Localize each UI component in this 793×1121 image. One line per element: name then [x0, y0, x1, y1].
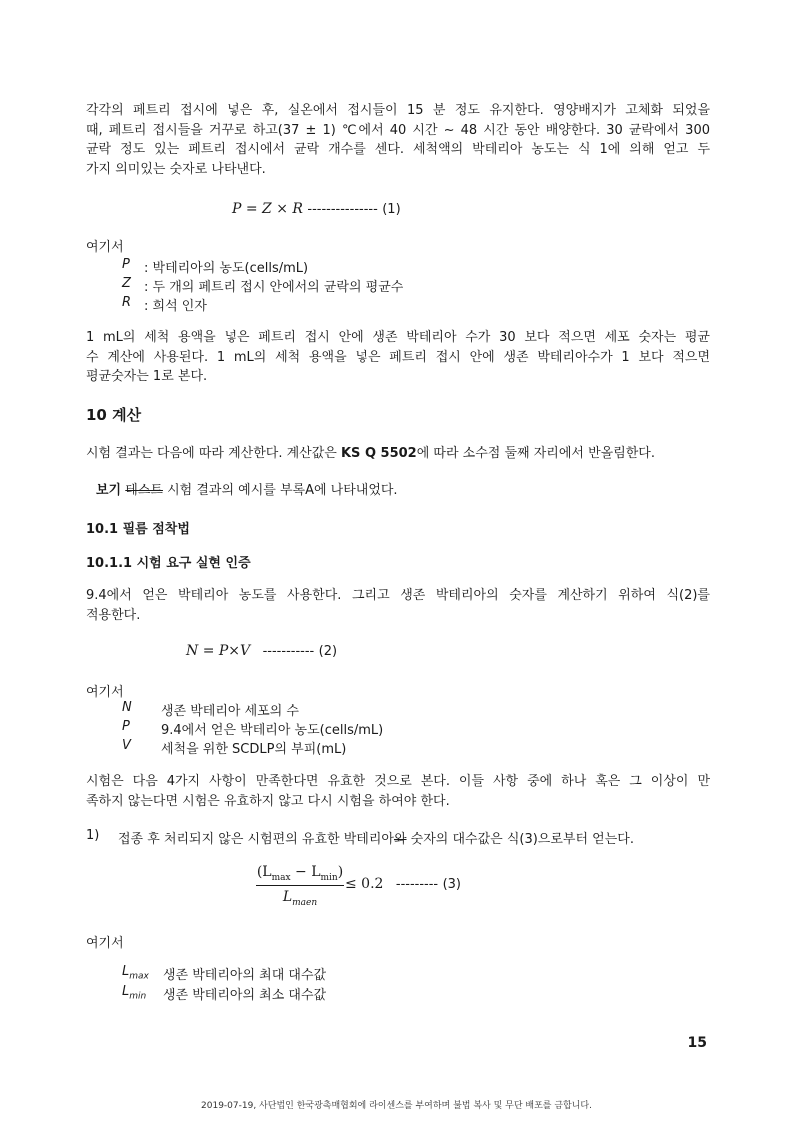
example-note: [96, 481, 720, 501]
paragraph-calculation: [86, 444, 710, 464]
license-footer: 2019-07-19, 사단법인 한국광촉매협회에 라이센스를 부여하며 불법 복사 및 무단 배포를 금합니다.: [201, 1101, 592, 1111]
paragraph-line: 평균숫자는 1로 본다.: [86, 369, 208, 384]
variable-symbol: P: [122, 719, 130, 734]
variable-symbol: N: [122, 700, 132, 715]
variable-description: 9.4에서 얻은 박테리아 농도(cells/mL): [161, 723, 384, 738]
paragraph-text: 에 따라 소수점 둘째 자리에서 반올림한다.: [416, 446, 655, 461]
section-heading-10-1: 10.1 필름 점착법: [86, 522, 190, 537]
formula-2: [186, 643, 337, 659]
formula-1-tag: (1): [382, 202, 401, 217]
example-text: 시험 결과의 예시를 부록A에 나타내었다.: [162, 483, 398, 498]
variable-description: 세척을 위한 SCDLP의 부피(mL): [161, 742, 347, 757]
paragraph-incubation: [86, 101, 710, 179]
subscript-min: min: [320, 872, 338, 883]
variable-description: 생존 박테리아의 최소 대수값: [163, 988, 327, 1003]
formula-3-relation: [345, 876, 461, 892]
variable-description: : 박테리아의 농도(cells/mL): [144, 261, 309, 276]
paragraph-average: [86, 328, 710, 387]
variable-symbol: [122, 964, 149, 982]
numerator-open: (L: [256, 864, 272, 880]
paragraph-line: 균락 정도 있는 페트리 접시에서 균락 개수를 센다. 세척액의 박테리아 농도는 식 1에 의해 얻고 두: [86, 142, 710, 157]
list-item-text: [118, 828, 634, 847]
paragraph-line: 시험은 다음 4가지 사항이 만족한다면 유효한 것으로 본다. 이들 사항 중에 하나 혹은 그 이상이 만: [86, 774, 710, 789]
formula-1-expression: P = Z × R: [232, 201, 303, 217]
where-label: 여기서: [86, 240, 124, 255]
variable-symbol: R: [122, 295, 132, 310]
variable-description: 생존 박테리아 세포의 수: [161, 704, 299, 719]
paragraph-bacteria-count: [86, 586, 710, 625]
paragraph-line: 수 계산에 사용된다. 1 mL의 세척 용액을 넣은 페트리 접시 안에 생존 박테리아수가 1 보다 적으면: [86, 349, 710, 365]
denominator-symbol: L: [282, 889, 293, 905]
paragraph-line: 각각의 페트리 접시에 넣은 후, 실온에서 접시들이 15 분 정도 유지한다. 영양배지가 고체화 되었을: [86, 103, 710, 118]
list-item-number: 1): [86, 828, 100, 843]
variable-symbol: V: [122, 738, 131, 753]
formula-1-dashes: ---------------: [307, 202, 378, 217]
paragraph-line: 족하지 않는다면 시험은 유효하지 않고 다시 시험을 하여야 한다.: [86, 793, 450, 809]
numerator-close: ): [337, 864, 344, 880]
struck-text: 와: [393, 832, 407, 847]
example-label: 보기: [96, 483, 122, 498]
paragraph-validity: [86, 772, 710, 811]
formula-3-tag: (3): [442, 877, 461, 892]
formula-3-inequality: ≤ 0.2: [345, 876, 384, 892]
paragraph-line: 9.4에서 얻은 박테리아 농도를 사용한다. 그리고 생존 박테리아의 숫자를 계산하기 위하여 식(2)를: [86, 588, 710, 603]
struck-text: 테스트: [125, 483, 163, 498]
paragraph-line: 적용한다.: [86, 607, 141, 623]
where-label: 여기서: [86, 685, 124, 700]
formula-2-tag: (2): [318, 644, 338, 659]
formula-2-dashes: -----------: [262, 644, 315, 659]
list-item-text-part: 접종 후 처리되지 않은 시험편의 유효한 박테리아: [118, 832, 394, 847]
variable-description: : 희석 인자: [144, 299, 207, 314]
formula-3-dashes: ---------: [395, 877, 439, 892]
standard-reference: KS Q 5502: [340, 446, 417, 461]
paragraph-text: 시험 결과는 다음에 따라 계산한다. 계산값은: [86, 446, 341, 461]
subscript-max: max: [129, 971, 149, 982]
list-item-text-part: 숫자의 대수값은 식(3)으로부터 얻는다.: [406, 832, 634, 847]
symbol-L: L: [122, 964, 130, 979]
subscript-maen: maen: [292, 897, 318, 908]
fraction-bar: [256, 885, 344, 886]
numerator-minus: − L: [290, 864, 321, 880]
formula-3-numerator: [256, 864, 344, 883]
variable-symbol: Z: [122, 276, 131, 291]
formula-3-denominator: [256, 889, 344, 908]
paragraph-line: 1 mL의 세척 용액을 넣은 페트리 접시 안에 생존 박테리아 수가 30 보다 적으면 세포 숫자는 평균: [86, 330, 710, 345]
formula-2-expression: N = P×V: [186, 643, 251, 659]
where-label: 여기서: [86, 936, 124, 951]
formula-1: [232, 201, 401, 217]
paragraph-line: 때, 페트리 접시들을 거꾸로 하고(37 ± 1) ℃에서 40 시간 ~ 48 시간 동안 배양한다. 30 균락에서 300: [86, 122, 710, 138]
paragraph-line: 가지 의미있는 숫자로 나타낸다.: [86, 161, 266, 177]
subscript-max: max: [271, 872, 291, 883]
variable-description: : 두 개의 페트리 접시 안에서의 균락의 평균수: [144, 280, 404, 295]
variable-description: 생존 박테리아의 최대 대수값: [163, 968, 327, 983]
symbol-L: L: [122, 984, 130, 999]
variable-symbol: P: [122, 257, 130, 272]
section-heading-10-1-1: 10.1.1 시험 요구 실현 인증: [86, 556, 251, 571]
page-number: 15: [687, 1035, 707, 1051]
subscript-min: min: [129, 991, 147, 1002]
section-heading-10: 10 계산: [86, 406, 142, 424]
variable-symbol: [122, 984, 146, 1002]
